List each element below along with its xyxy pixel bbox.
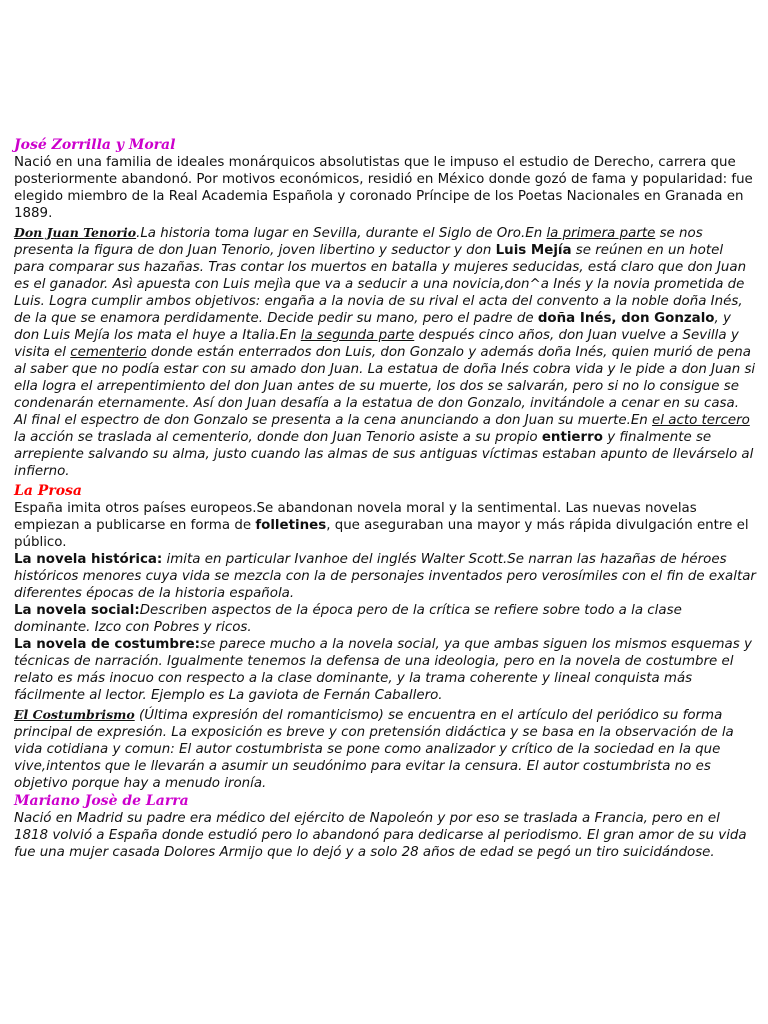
tenorio-text-3: se reúnen en un hotel para comparar sus hazañas. Tras contar los muertos en batalla y mujeres seducidas, está claro que don Juan es el ganador. Asì apuesta con Luis mejìa que va a seducir a una novicia,don^a Inés y la novia prometida de Luis. Logra cumplir ambos objetivos: engaña a la novia de su rival el acta del convento a la noble doña Inés, de la que se enamora perdidamente. Decide pedir su mano, pero el padre de <box>14 243 747 326</box>
novela-historica <box>14 551 756 602</box>
novela-historica-text: imita en particular Ivanhoe del inglés Walter Scott.Se narran las hazañas de héroes históricos menores cuya vida se mezcla con la de personajes inventados pero verosímiles con el fin de exaltar diferentes épocas de la historia española. <box>14 552 756 601</box>
prosa-heading: La Prosa <box>14 483 82 499</box>
cementerio: cementerio <box>70 345 147 360</box>
novela-costumbre-text: se parece mucho a la novela social, ya que ambas siguen los mismos esquemas y técnicas de narración. Igualmente tenemos la defensa de una ideologia, pero en la novela de costumbre el relato es más inocuo con respecto a la clase dominante, y la trama coherente y lineal conquista más fácilmente al lector. Ejemplo es La gaviota de Fernán Caballero. <box>14 637 752 703</box>
novela-costumbre-label: La novela de costumbre: <box>14 637 201 652</box>
segunda-parte: la segunda parte <box>300 328 415 343</box>
document-page <box>14 136 756 861</box>
entierro: entierro <box>541 430 603 445</box>
folletines: folletines <box>255 518 327 533</box>
tenorio-text-2: se nos presenta la figura de don Juan Tenorio, joven libertino y seductor y don <box>14 226 703 258</box>
novela-social-label: La novela social: <box>14 603 140 618</box>
tenorio-text-4: , y don Luis Mejía los mata el huye a Italia.En <box>14 311 731 343</box>
novela-social-text: Describen aspectos de la época pero de la crítica se refiere sobre todo a la clase dominante. Izco con Pobres y ricos. <box>14 603 682 635</box>
prosa-intro <box>14 500 756 551</box>
prosa-intro-text-2: , que aseguraban una mayor y más rápida divulgación entre el público. <box>14 518 749 550</box>
tenorio-text-8: y finalmente se arrepiente salvando su alma, justo cuando las almas de sus antiguas víctimas estaban apunto de llevárselo al infierno. <box>14 430 754 479</box>
novela-historica-label: La novela histórica: <box>14 552 163 567</box>
costumbrismo-label: El Costumbrismo <box>14 707 135 722</box>
zorrilla-bio: Nació en una familia de ideales monárquicos absolutistas que le impuso el estudio de Derecho, carrera que posteriormente abandonó. Por motivos económicos, residió en México donde gozó de fama y popularidad: fue elegido miembro de la Real Academia Española y coronado Príncipe de los Poetas Nacionales en Granada en 1889. <box>14 155 753 221</box>
costumbrismo-paragraph <box>14 706 756 792</box>
luis-mejia: Luis Mejía <box>495 243 572 258</box>
tenorio-text-7: la acción se traslada al cementerio, donde don Juan Tenorio asiste a su propio <box>14 430 542 445</box>
acto-tercero: el acto tercero <box>652 413 750 428</box>
tenorio-paragraph <box>14 224 756 480</box>
dona-ines-don-gonzalo: doña Inés, don Gonzalo <box>537 311 715 326</box>
costumbrismo-text: (Última expresión del romanticismo) se encuentra en el artículo del periódico su forma principal de expresión. La exposición es breve y con pretensión didáctica y se basa en la observación de la vida cotidiana y comun: El autor costumbrista se pone como analizador y crítico de la sociedad en la que vive,intentos que le llevarán a asumir un seudónimo para evitar la censura. El autor costumbrista no es objetivo porque hay a menudo ironía. <box>14 708 734 791</box>
prosa-intro-text-1: España imita otros países europeos.Se abandonan novela moral y la sentimental. Las nuevas novelas empiezan a publicarse en forma de <box>14 501 697 533</box>
tenorio-title: Don Juan Tenorio <box>14 225 137 240</box>
tenorio-text-6: donde están enterrados don Luis, don Gonzalo y además doña Inés, quien murió de pena al saber que no podía estar con su amado don Juan. La estatua de doña Inés cobra vida y le pide a don Juan si ella logra el arrepentimiento del don Juan antes de su muerte, los dos se salvarán, pero si no lo consigue se condenarán eternamente. Así don Juan desafía a la estatua de don Gonzalo, invitándole a cenar en su casa. Al final el espectro de don Gonzalo se presenta a la cena anunciando a don Juan su muerte.En <box>14 345 756 428</box>
larra-bio: Nació en Madrid su padre era médico del ejército de Napoleón y por eso se traslada a Francia, pero en el 1818 volvió a España donde estudió pero lo abandonó para dedicarse al periodismo. El gran amor de su vida fue una mujer casada Dolores Armijo que lo dejó y a solo 28 años de edad se pegó un tiro suicidándose. <box>14 811 747 860</box>
tenorio-text-5: después cinco años, don Juan vuelve a Sevilla y visita el <box>14 328 739 360</box>
larra-heading: Mariano Josè de Larra <box>14 793 189 809</box>
novela-costumbre <box>14 636 756 704</box>
primera-parte: la primera parte <box>546 226 656 241</box>
novela-social <box>14 602 756 636</box>
tenorio-text-1: .La historia toma lugar en Sevilla, durante el Siglo de Oro.En <box>136 226 547 241</box>
zorrilla-heading: José Zorrilla y Moral <box>14 137 176 153</box>
